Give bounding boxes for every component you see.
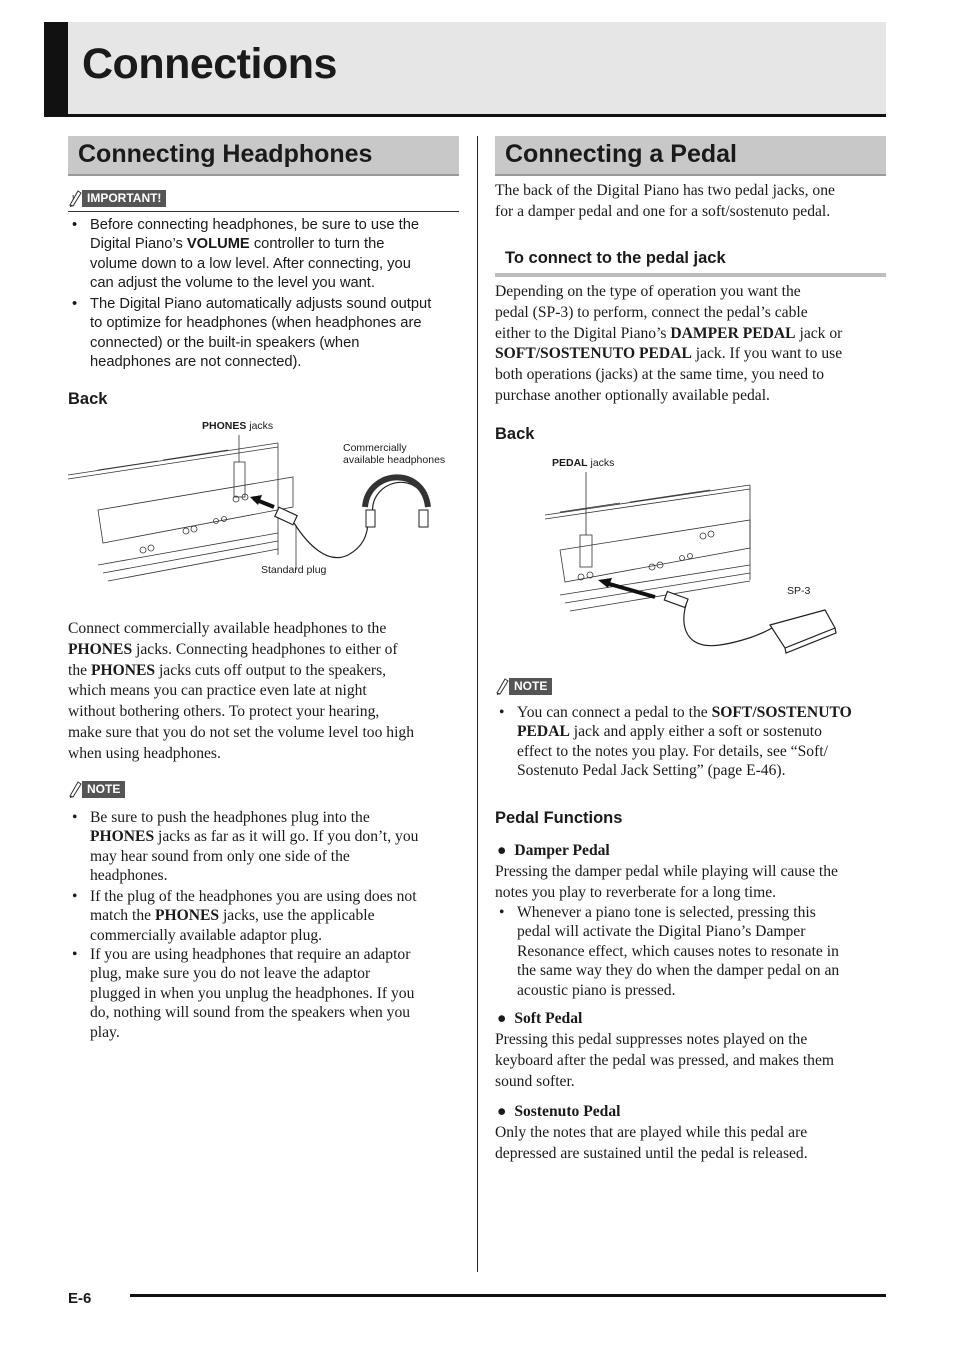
note-badge: NOTE xyxy=(82,781,125,798)
title-accent-bar xyxy=(44,22,68,117)
pedal-paragraph xyxy=(495,282,890,407)
important-badge: IMPORTANT! xyxy=(82,190,166,207)
pencil-exclamation-icon xyxy=(68,189,82,207)
note-callout xyxy=(68,780,125,798)
text-line: play. xyxy=(90,1023,120,1041)
text-line: connected) or the built-in speakers (when xyxy=(90,334,360,351)
headphones-diagram xyxy=(68,415,468,605)
sostenuto-title: Sostenuto Pedal xyxy=(514,1103,621,1120)
piano-back-illustration xyxy=(68,415,468,605)
pencil-icon xyxy=(495,677,509,695)
text-line: Pressing the damper pedal while playing will cause the xyxy=(495,863,838,880)
text-line: the same way they do when the damper pedal on an xyxy=(517,962,840,980)
text-line: Resonance effect, which causes notes to resonate in xyxy=(517,942,839,960)
headphones-label: Commercially available headphones xyxy=(343,442,446,466)
list-item: • Before connecting headphones, be sure to use the Digital Piano’s VOLUME controller to turn the volume down to a low level. After connecting, you can adjust the volume to the level you want. xyxy=(72,216,462,294)
list-item: • Whenever a piano tone is selected, pressing this pedal will activate the Digital Piano’s Damper Resonance effect, which causes notes to resonate in the same way they do when the damper pedal on an acoustic piano is pressed. xyxy=(499,903,891,1000)
divider xyxy=(68,211,459,212)
text-line: can adjust the volume to the level you want. xyxy=(90,275,375,292)
damper-title: Damper Pedal xyxy=(514,842,610,859)
text-line: match the PHONES jacks, use the applicable xyxy=(90,907,375,925)
section-title: Connecting a Pedal xyxy=(505,140,737,168)
text-line: acoustic piano is pressed. xyxy=(517,981,676,999)
sp3-label: SP-3 xyxy=(787,585,811,597)
text-line: Digital Piano’s VOLUME controller to turn the xyxy=(90,236,385,253)
soft-title-row xyxy=(497,1009,889,1030)
text-line: volume down to a low level. After connecting, you xyxy=(90,255,411,272)
text-line: If the plug of the headphones you are using does not xyxy=(90,888,417,905)
plug-label: Standard plug xyxy=(261,564,327,576)
note-badge: NOTE xyxy=(509,678,552,695)
note-callout xyxy=(495,677,552,695)
pedal-diagram xyxy=(540,450,850,660)
text-line: You can connect a pedal to the SOFT/SOSTENUTO xyxy=(517,704,852,721)
text-line: without bothering others. To protect your hearing, xyxy=(68,703,380,721)
text-line: The back of the Digital Piano has two pedal jacks, one xyxy=(495,182,835,199)
text-line: The Digital Piano automatically adjusts sound output xyxy=(90,296,432,312)
sostenuto-title-row xyxy=(497,1102,889,1123)
important-callout xyxy=(68,189,166,207)
text-line: headphones are not connected). xyxy=(90,354,302,371)
bullet-icon: ● xyxy=(497,1010,507,1027)
list-item: • The Digital Piano automatically adjusts sound output to optimize for headphones (when headphones are connected) or the built-in speakers (when headphones are not connected). xyxy=(72,295,462,373)
text-line: pedal (SP-3) to perform, connect the pedal’s cable xyxy=(495,303,808,321)
damper-text xyxy=(495,862,890,904)
text-line: pedal will activate the Digital Piano’s Damper xyxy=(517,923,806,941)
section-header-pedal xyxy=(495,136,886,176)
back-label: Back xyxy=(68,390,108,408)
subsection-title: To connect to the pedal jack xyxy=(505,249,726,267)
section-title: Connecting Headphones xyxy=(78,140,373,168)
list-item: • If you are using headphones that require an adaptor plug, make sure you do not leave the adaptor plugged in when you unplug the headphones. If you do, nothing will sound from the speakers when you play. xyxy=(72,945,467,1042)
pedal-functions-title: Pedal Functions xyxy=(495,809,623,827)
text-line: for a damper pedal and one for a soft/sostenuto pedal. xyxy=(495,202,831,220)
text-line: depressed are sustained until the pedal is released. xyxy=(495,1144,808,1162)
text-line: plug, make sure you do not leave the adaptor xyxy=(90,965,371,983)
text-line: PEDAL jack and apply either a soft or sostenuto xyxy=(517,723,822,741)
damper-title-row xyxy=(497,841,889,862)
sostenuto-text xyxy=(495,1123,890,1165)
back-label: Back xyxy=(495,425,535,443)
text-line: sound softer. xyxy=(495,1072,575,1090)
text-line: Before connecting headphones, be sure to use the xyxy=(90,217,420,233)
svg-text:!: ! xyxy=(72,195,75,202)
text-line: Depending on the type of operation you want the xyxy=(495,283,801,300)
text-line: either to the Digital Piano’s DAMPER PEDAL jack or xyxy=(495,324,843,342)
text-line: plugged in when you unplug the headphones. If you xyxy=(90,984,415,1002)
footer-rule xyxy=(130,1294,886,1297)
text-line: Sostenuto Pedal Jack Setting” (page E-46). xyxy=(517,762,786,780)
text-line: PHONES jacks. Connecting headphones to either of xyxy=(68,640,398,658)
text-line: Connect commercially available headphones to the xyxy=(68,620,387,637)
text-line: commercially available adaptor plug. xyxy=(90,926,323,944)
list-item: • You can connect a pedal to the SOFT/SOSTENUTO PEDAL jack and apply either a soft or sostenuto effect to the notes you play. For details, see “Soft/ Sostenuto Pedal Jack Setting” (page E-46). xyxy=(499,703,891,781)
text-line: do, nothing will sound from the speakers when you xyxy=(90,1004,411,1022)
text-line: the PHONES jacks cuts off output to the speakers, xyxy=(68,661,387,679)
column-divider xyxy=(477,136,478,1272)
text-line: PHONES jacks as far as it will go. If you don’t, you xyxy=(90,828,419,846)
text-line: Only the notes that are played while this pedal are xyxy=(495,1124,808,1141)
text-line: If you are using headphones that require an adaptor xyxy=(90,946,411,963)
piano-pedal-illustration xyxy=(540,450,850,660)
text-line: both operations (jacks) at the same time, you need to xyxy=(495,366,825,384)
text-line: keyboard after the pedal was pressed, and makes them xyxy=(495,1051,835,1069)
pedal-jacks-label: PEDAL jacks xyxy=(552,457,615,469)
section-header-headphones xyxy=(68,136,459,176)
text-line: to optimize for headphones (when headphones are xyxy=(90,315,422,332)
text-line: notes you play to reverberate for a long time. xyxy=(495,883,777,901)
text-line: Pressing this pedal suppresses notes played on the xyxy=(495,1031,808,1048)
text-line: make sure that you do not set the volume level too high xyxy=(68,723,415,741)
pencil-icon xyxy=(68,780,82,798)
list-item: • If the plug of the headphones you are using does not match the PHONES jacks, use the applicable commercially available adaptor plug. xyxy=(72,887,467,945)
text-line: purchase another optionally available pedal. xyxy=(495,386,770,404)
headphones-paragraph xyxy=(68,619,468,765)
text-line: which means you can practice even late at night xyxy=(68,682,367,700)
text-line: effect to the notes you play. For details, see “Soft/ xyxy=(517,742,828,760)
bullet-icon: ● xyxy=(497,1103,507,1120)
pedal-intro xyxy=(495,181,890,223)
bullet-icon: ● xyxy=(497,842,507,859)
page-title: Connections xyxy=(82,40,337,88)
text-line: Whenever a piano tone is selected, pressing this xyxy=(517,904,816,921)
text-line: Be sure to push the headphones plug into the xyxy=(90,809,370,826)
text-line: may hear sound from only one side of the xyxy=(90,847,350,865)
text-line: when using headphones. xyxy=(68,744,221,762)
phones-jacks-label: PHONES jacks xyxy=(202,420,274,432)
subsection-underline xyxy=(495,273,886,277)
list-item: • Be sure to push the headphones plug into the PHONES jacks as far as it will go. If you don’t, you may hear sound from only one side of the headphones. xyxy=(72,808,467,886)
text-line: headphones. xyxy=(90,867,168,885)
page-number: E-6 xyxy=(68,1290,92,1307)
text-line: SOFT/SOSTENUTO PEDAL jack. If you want to use xyxy=(495,345,843,363)
soft-text xyxy=(495,1030,890,1092)
soft-title: Soft Pedal xyxy=(514,1010,583,1027)
